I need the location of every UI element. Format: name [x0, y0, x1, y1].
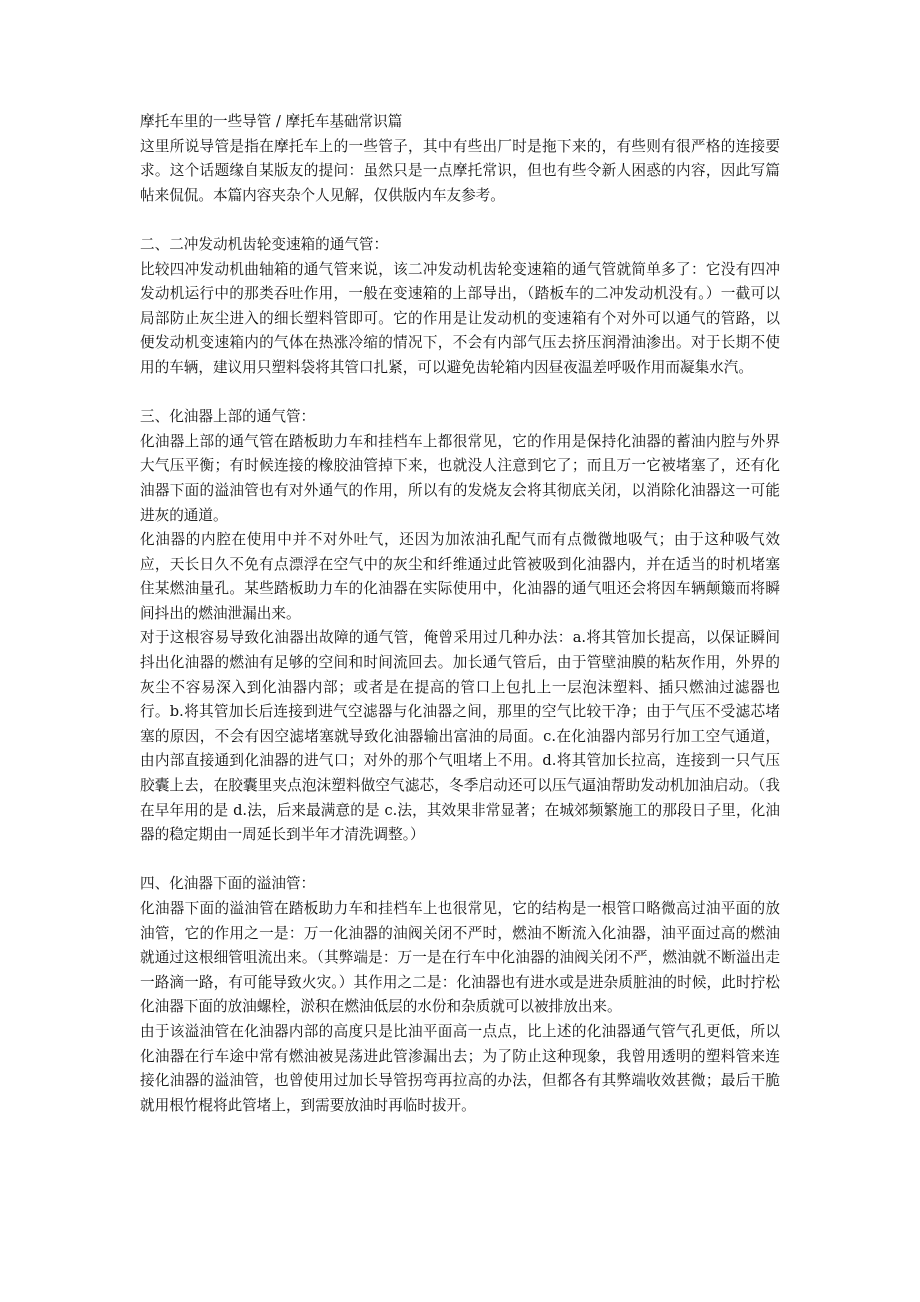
- section-4-paragraph: 由于该溢油管在化油器内部的高度只是比油平面高一点点，比上述的化油器通气管气孔更低，所以化油器在行车途中常有燃油被晃荡进此管渗漏出去；为了防止这种现象，我曾用透明的塑料管来连接化油器的溢油管，也曾使用过加长导管拐弯再拉高的办法，但都各有其弊端收效甚微；最后干脆就用根竹棍将此管堵上，到需要放油时再临时拔开。: [140, 1022, 780, 1114]
- intro-paragraph: 这里所说导管是指在摩托车上的一些管子，其中有些出厂时是拖下来的，有些则有很严格的连接要求。这个话题缘自某版友的提问：虽然只是一点摩托常识，但也有些令新人困惑的内容，因此写篇帖来侃侃。本篇内容夹杂个人见解，仅供版内车友参考。: [140, 137, 780, 204]
- section-3-heading: 三、化油器上部的通气管：: [140, 408, 316, 426]
- document-title: 摩托车里的一些导管 / 摩托车基础常识篇: [140, 113, 403, 130]
- section-4-heading: 四、化油器下面的溢油管：: [140, 875, 316, 893]
- section-2-paragraph: 比较四冲发动机曲轴箱的通气管来说，该二冲发动机齿轮变速箱的通气管就简单多了：它没有四冲发动机运行中的那类吞吐作用，一般在变速箱的上部导出，（踏板车的二冲发动机没有。）一截可以局部防止灰尘进入的细长塑料管即可。它的作用是让发动机的变速箱有个对外可以通气的管路，以便发动机变速箱内的气体在热涨冷缩的情况下，不会有内部气压去挤压润滑油渗出。对于长期不使用的车辆，建议用只塑料袋将其管口扎紧，可以避免齿轮箱内因昼夜温差呼吸作用而凝集水汽。: [140, 260, 780, 376]
- section-3-paragraph: 化油器的内腔在使用中并不对外吐气，还因为加浓油孔配气而有点微微地吸气；由于这种吸气效应，天长日久不免有点漂浮在空气中的灰尘和纤维通过此管被吸到化油器内，并在适当的时机堵塞住某燃油量孔。某些踏板助力车的化油器在实际使用中，化油器的通气咀还会将因车辆颠簸而将瞬间抖出的燃油泄漏出来。: [140, 531, 780, 622]
- section-3-paragraph: 对于这根容易导致化油器出故障的通气管，俺曾采用过几种办法：a.将其管加长提高，以保证瞬间抖出化油器的燃油有足够的空间和时间流回去。加长通气管后，由于管壁油膜的粘灰作用，外界的灰尘不容易深入到化油器内部；或者是在提高的管口上包扎上一层泡沫塑料、插只燃油过滤器也行。b.将其管加长后连接到进气空滤器与化油器之间，那里的空气比较干净；由于气压不受滤芯堵塞的原因，不会有因空滤堵塞就导致化油器输出富油的局面。c.在化油器内部另行加工空气通道，由内部直接通到化油器的进气口；对外的那个气咀堵上不用。d.将其管加长拉高，连接到一只气压胶囊上去，在胶囊里夹点泡沫塑料做空气滤芯，冬季启动还可以压气逼油帮助发动机加油启动。（我在早年用的是 d.法，后来最满意的是 c.法，其效果非常显著；在城郊频繁施工的那段日子里，化油器的稳定期由一周延长到半年才清洗调整。）: [140, 629, 780, 844]
- spacer: [140, 381, 780, 406]
- section-4-paragraph: 化油器下面的溢油管在踏板助力车和挂档车上也很常见，它的结构是一根管口略微高过油平面的放油管，它的作用之一是：万一化油器的油阀关闭不严时，燃油不断流入化油器，油平面过高的燃油就通过这根细管咀流出来。（其弊端是：万一是在行车中化油器的油阀关闭不严，燃油就不断溢出走一路滴一路，有可能导致火灾。）其作用之二是：化油器也有进水或是进杂质脏油的时候，此时拧松化油器下面的放油螺栓，淤积在燃油低层的水份和杂质就可以被排放出来。: [140, 900, 780, 1016]
- section-3-paragraph: 化油器上部的通气管在踏板助力车和挂档车上都很常见，它的作用是保持化油器的蓄油内腔与外界大气压平衡；有时候连接的橡胶油管掉下来，也就没人注意到它了；而且万一它被堵塞了，还有化油器下面的溢油管也有对外通气的作用，所以有的发烧友会将其彻底关闭，以消除化油器这一可能进灰的通道。: [140, 432, 780, 524]
- spacer: [140, 208, 780, 233]
- document-body: [140, 110, 780, 1118]
- section-2-heading: 二、二冲发动机齿轮变速箱的通气管：: [140, 235, 389, 253]
- spacer: [140, 848, 780, 873]
